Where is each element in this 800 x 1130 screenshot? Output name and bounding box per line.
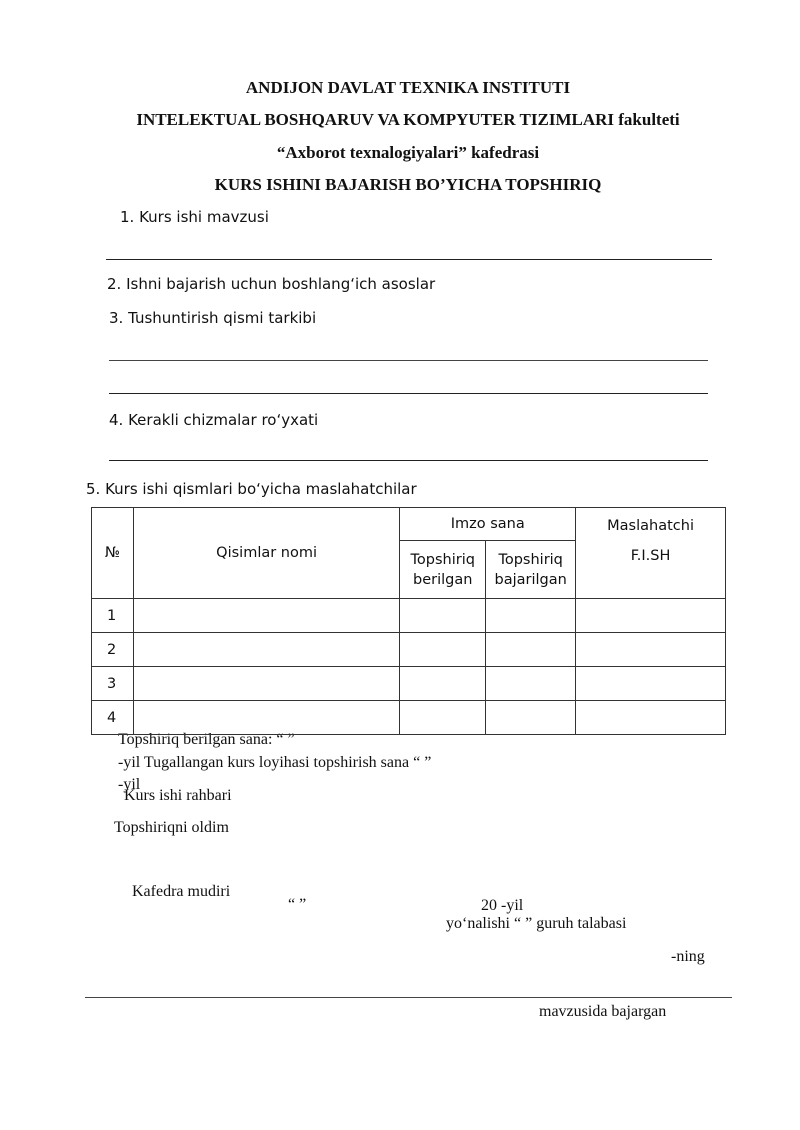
explanation-line-1 — [109, 360, 708, 361]
section-5-label: 5. Kurs ishi qismlari bo‘yicha maslahatchilar — [86, 480, 417, 498]
submission-date: -yil Tugallangan kurs loyihasi topshirish sana “ ” — [118, 754, 432, 771]
institute-name: ANDIJON DAVLAT TEXNIKA INSTITUTI — [245, 78, 571, 97]
row-number: 4 — [92, 701, 134, 735]
department-name: “Axborot texnalogiyalari” kafedrasi — [276, 143, 540, 162]
header-adviser — [576, 508, 726, 599]
received-label: Topshiriqni oldim — [114, 819, 229, 836]
row-done-cell — [486, 701, 576, 735]
header-task-given: Topshiriq berilgan — [400, 541, 486, 599]
row-parts-cell — [133, 701, 399, 735]
topic-line — [106, 259, 712, 260]
faculty-name: INTELEKTUAL BOSHQARUV VA KOMPYUTER TIZIMLARI fakulteti — [136, 110, 680, 129]
header-number: № — [92, 508, 134, 599]
row-done-cell — [486, 667, 576, 701]
row-parts-cell — [133, 667, 399, 701]
row-given-cell — [400, 633, 486, 667]
section-3-label: 3. Tushuntirish qismi tarkibi — [109, 309, 317, 327]
row-adviser-cell — [576, 667, 726, 701]
year-suffix: -yil — [118, 776, 141, 793]
task-given-date: Topshiriq berilgan sana: “ ” — [118, 731, 295, 748]
ning-suffix: -ning — [671, 948, 705, 965]
row-given-cell — [400, 667, 486, 701]
header-task-done: Topshiriq bajarilgan — [486, 541, 576, 599]
supervisor-label: Kurs ishi rahbari — [124, 787, 232, 804]
table-row — [92, 599, 726, 633]
row-number: 1 — [92, 599, 134, 633]
row-number: 2 — [92, 633, 134, 667]
row-parts-cell — [133, 599, 399, 633]
section-2-label: 2. Ishni bajarish uchun boshlang‘ich asoslar — [107, 275, 436, 293]
table-row — [92, 701, 726, 735]
advisers-table — [91, 507, 726, 735]
row-given-cell — [400, 599, 486, 633]
row-parts-cell — [133, 633, 399, 667]
year-field: 20 -yil — [481, 897, 524, 914]
row-done-cell — [486, 633, 576, 667]
header-adviser-fish: F.I.SH — [630, 548, 671, 564]
row-adviser-cell — [576, 633, 726, 667]
completed-on-topic-label: mavzusida bajargan — [539, 1003, 667, 1020]
row-given-cell — [400, 701, 486, 735]
header-parts-name: Qisimlar nomi — [133, 508, 399, 599]
direction-group-label: yo‘nalishi “ ” guruh talabasi — [446, 915, 627, 932]
student-topic-line — [85, 997, 732, 998]
date-quotes: “ ” — [288, 896, 307, 913]
table-row — [92, 667, 726, 701]
row-adviser-cell — [576, 599, 726, 633]
head-of-department-label: Kafedra mudiri — [132, 883, 231, 900]
section-1-label: 1. Kurs ishi mavzusi — [120, 208, 269, 226]
header-adviser-title: Maslahatchi — [607, 518, 694, 534]
row-number: 3 — [92, 667, 134, 701]
table-row — [92, 633, 726, 667]
drawings-line — [109, 460, 708, 461]
section-4-label: 4. Kerakli chizmalar ro‘yxati — [109, 411, 319, 429]
row-adviser-cell — [576, 701, 726, 735]
header-signature-date: Imzo sana — [400, 508, 576, 541]
row-done-cell — [486, 599, 576, 633]
explanation-line-2 — [109, 393, 708, 394]
task-title: KURS ISHINI BAJARISH BO’YICHA TOPSHIRIQ — [214, 175, 602, 194]
